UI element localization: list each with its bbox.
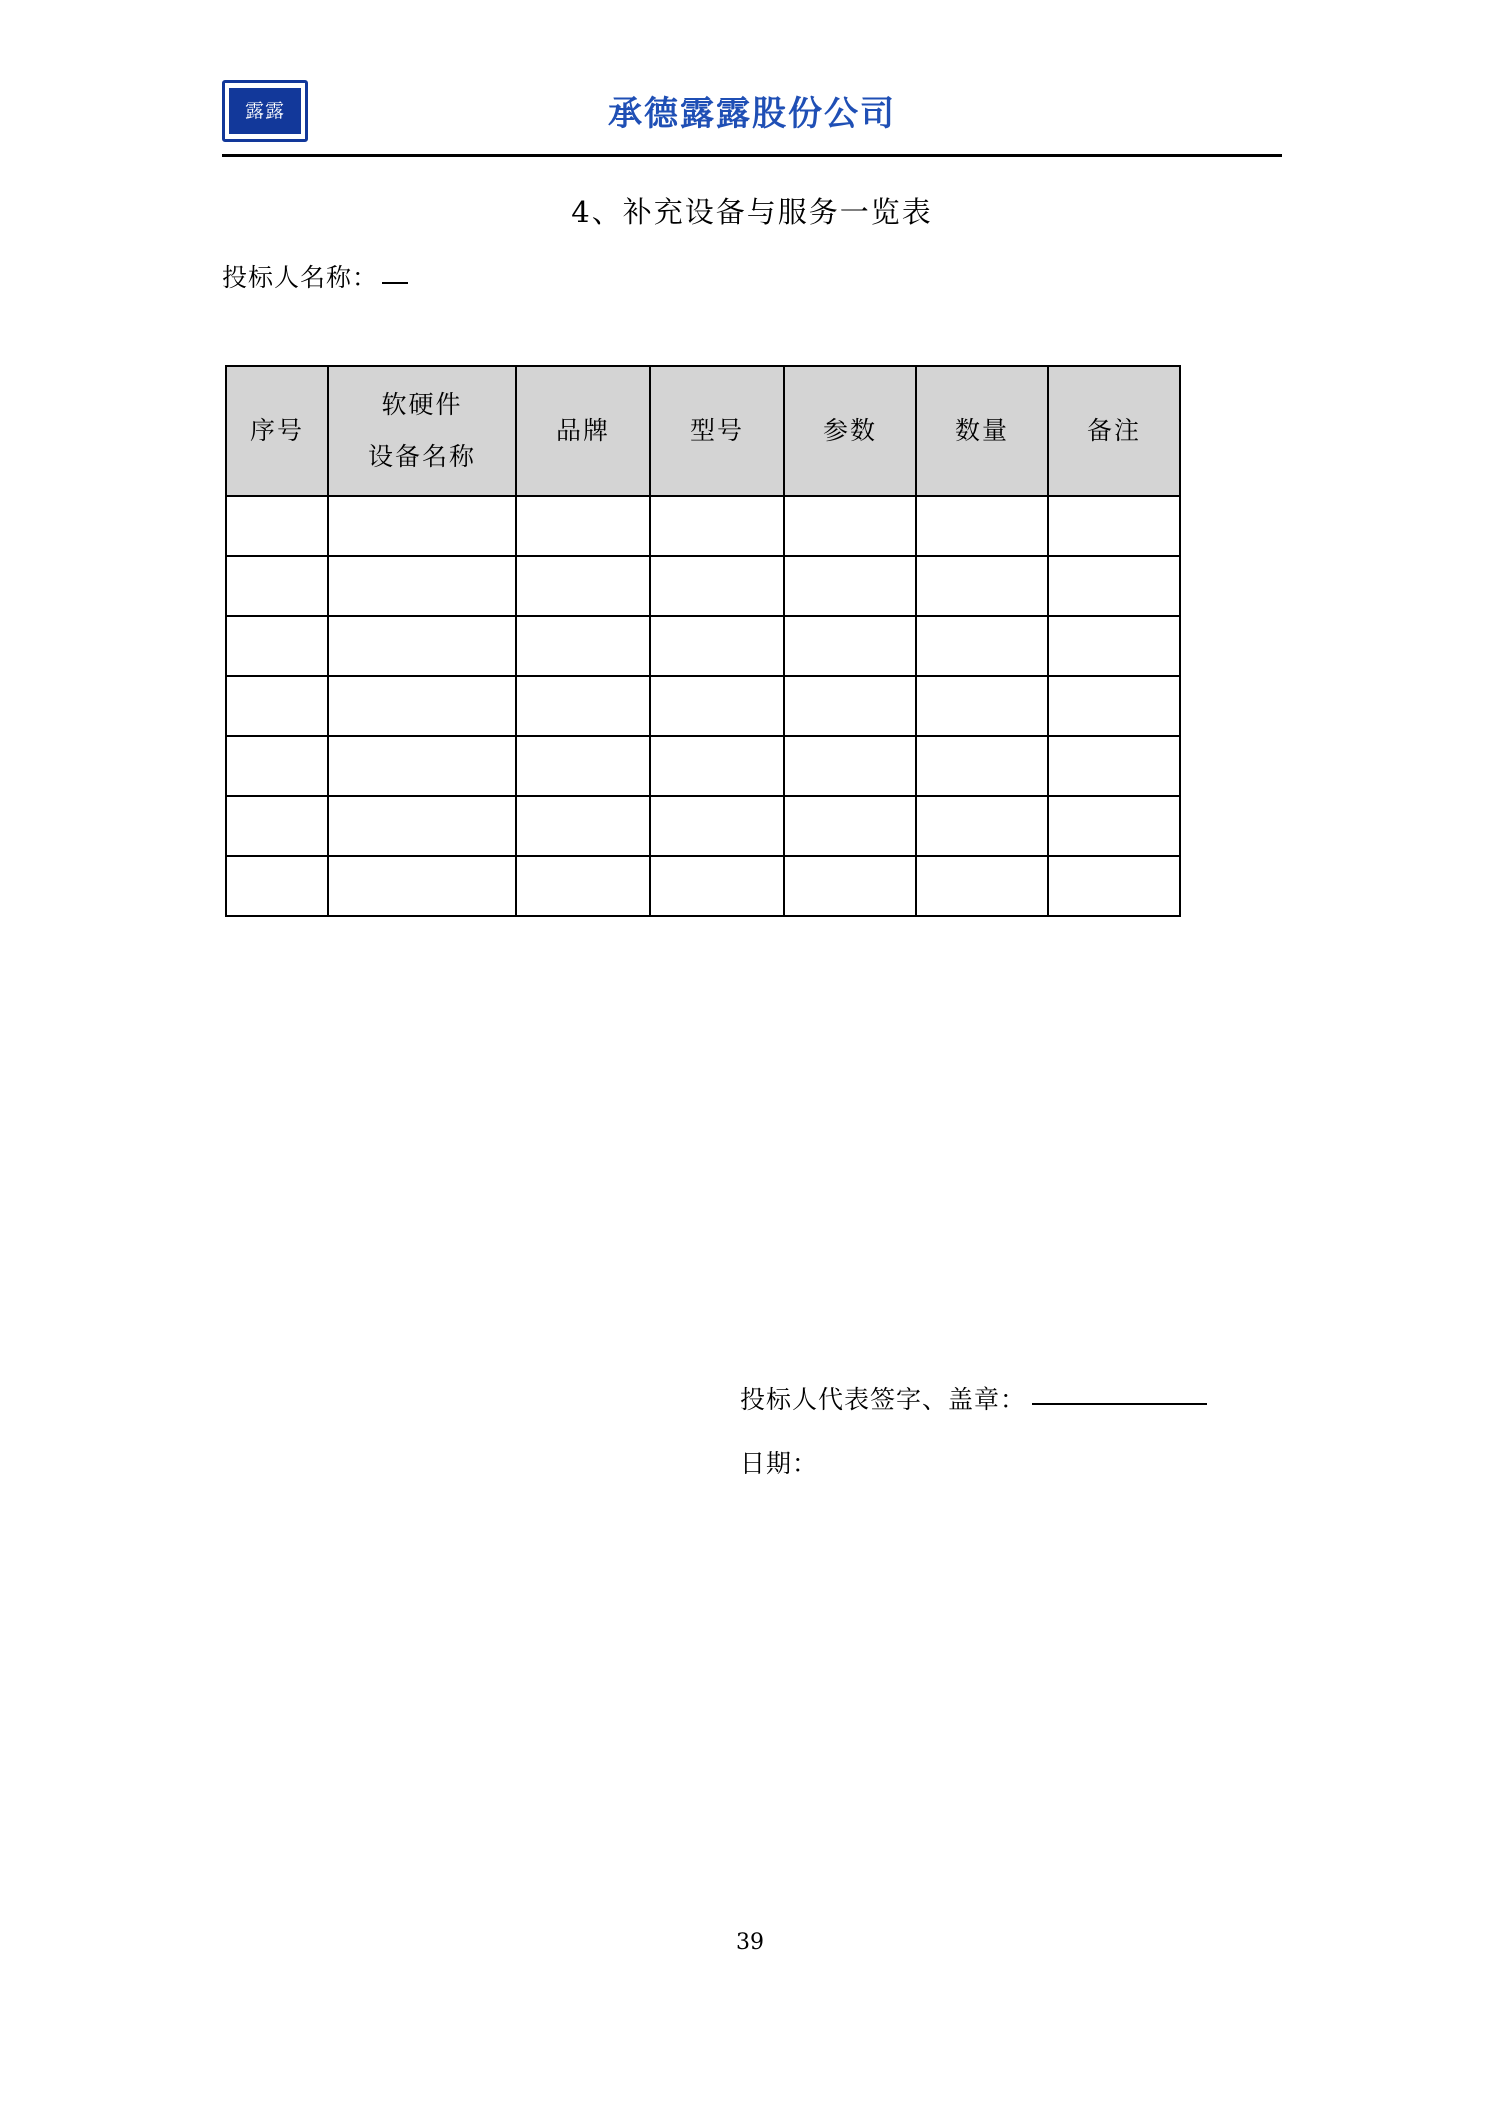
cell-seq[interactable] bbox=[226, 496, 328, 556]
cell-note[interactable] bbox=[1048, 616, 1180, 676]
cell-qty[interactable] bbox=[916, 736, 1048, 796]
table-header-row bbox=[226, 366, 1180, 496]
company-logo-text: 露露 bbox=[229, 88, 301, 134]
cell-brand[interactable] bbox=[516, 796, 650, 856]
signature-block bbox=[740, 1380, 1207, 1508]
cell-brand[interactable] bbox=[516, 496, 650, 556]
cell-seq[interactable] bbox=[226, 556, 328, 616]
cell-model[interactable] bbox=[650, 676, 784, 736]
cell-brand[interactable] bbox=[516, 556, 650, 616]
bidder-name-label: 投标人名称： bbox=[222, 263, 379, 292]
cell-brand[interactable] bbox=[516, 676, 650, 736]
cell-name[interactable] bbox=[328, 496, 516, 556]
signature-label: 投标人代表签字、盖章： bbox=[740, 1385, 1027, 1414]
table-body bbox=[226, 496, 1180, 916]
cell-model[interactable] bbox=[650, 736, 784, 796]
table-header bbox=[226, 366, 1180, 496]
cell-note[interactable] bbox=[1048, 496, 1180, 556]
cell-brand[interactable] bbox=[516, 856, 650, 916]
cell-model[interactable] bbox=[650, 496, 784, 556]
table-row[interactable] bbox=[226, 556, 1180, 616]
cell-qty[interactable] bbox=[916, 556, 1048, 616]
table-row[interactable] bbox=[226, 796, 1180, 856]
column-header-note: 备注 bbox=[1048, 366, 1180, 496]
table-row[interactable] bbox=[226, 496, 1180, 556]
signature-field[interactable] bbox=[740, 1380, 1207, 1416]
equipment-table bbox=[225, 365, 1181, 917]
column-header-model: 型号 bbox=[650, 366, 784, 496]
equipment-table-wrapper bbox=[225, 365, 1165, 917]
date-label: 日期： bbox=[740, 1449, 819, 1478]
cell-qty[interactable] bbox=[916, 616, 1048, 676]
column-header-name-line1: 软硬件 bbox=[381, 390, 463, 419]
cell-param[interactable] bbox=[784, 856, 916, 916]
cell-model[interactable] bbox=[650, 616, 784, 676]
cell-name[interactable] bbox=[328, 796, 516, 856]
table-row[interactable] bbox=[226, 736, 1180, 796]
column-header-name-line2: 设备名称 bbox=[367, 442, 476, 471]
cell-qty[interactable] bbox=[916, 496, 1048, 556]
column-header-brand: 品牌 bbox=[516, 366, 650, 496]
cell-param[interactable] bbox=[784, 616, 916, 676]
cell-name[interactable] bbox=[328, 736, 516, 796]
cell-param[interactable] bbox=[784, 556, 916, 616]
cell-seq[interactable] bbox=[226, 676, 328, 736]
cell-seq[interactable] bbox=[226, 616, 328, 676]
page-title: 4、补充设备与服务一览表 bbox=[571, 195, 933, 229]
cell-note[interactable] bbox=[1048, 856, 1180, 916]
cell-param[interactable] bbox=[784, 796, 916, 856]
table-row[interactable] bbox=[226, 616, 1180, 676]
cell-param[interactable] bbox=[784, 676, 916, 736]
cell-qty[interactable] bbox=[916, 676, 1048, 736]
cell-model[interactable] bbox=[650, 856, 784, 916]
cell-param[interactable] bbox=[784, 496, 916, 556]
cell-note[interactable] bbox=[1048, 736, 1180, 796]
cell-seq[interactable] bbox=[226, 796, 328, 856]
bidder-name-field[interactable] bbox=[222, 258, 408, 294]
cell-name[interactable] bbox=[328, 556, 516, 616]
page-number: 39 bbox=[736, 1930, 764, 1955]
cell-param[interactable] bbox=[784, 736, 916, 796]
company-title: 承德露露股份公司 bbox=[608, 94, 896, 134]
cell-qty[interactable] bbox=[916, 796, 1048, 856]
column-header-seq: 序号 bbox=[226, 366, 328, 496]
cell-seq[interactable] bbox=[226, 856, 328, 916]
date-field[interactable] bbox=[740, 1444, 1207, 1480]
header-divider bbox=[222, 154, 1282, 157]
table-row[interactable] bbox=[226, 856, 1180, 916]
cell-qty[interactable] bbox=[916, 856, 1048, 916]
signature-value[interactable] bbox=[1032, 1403, 1207, 1405]
column-header-qty: 数量 bbox=[916, 366, 1048, 496]
cell-brand[interactable] bbox=[516, 616, 650, 676]
cell-name[interactable] bbox=[328, 676, 516, 736]
cell-note[interactable] bbox=[1048, 676, 1180, 736]
cell-brand[interactable] bbox=[516, 736, 650, 796]
cell-name[interactable] bbox=[328, 616, 516, 676]
cell-note[interactable] bbox=[1048, 796, 1180, 856]
cell-seq[interactable] bbox=[226, 736, 328, 796]
table-row[interactable] bbox=[226, 676, 1180, 736]
cell-model[interactable] bbox=[650, 796, 784, 856]
column-header-param: 参数 bbox=[784, 366, 916, 496]
cell-model[interactable] bbox=[650, 556, 784, 616]
cell-name[interactable] bbox=[328, 856, 516, 916]
bidder-name-value[interactable] bbox=[382, 282, 408, 284]
page-header bbox=[222, 80, 1282, 162]
cell-note[interactable] bbox=[1048, 556, 1180, 616]
column-header-name bbox=[328, 366, 516, 496]
